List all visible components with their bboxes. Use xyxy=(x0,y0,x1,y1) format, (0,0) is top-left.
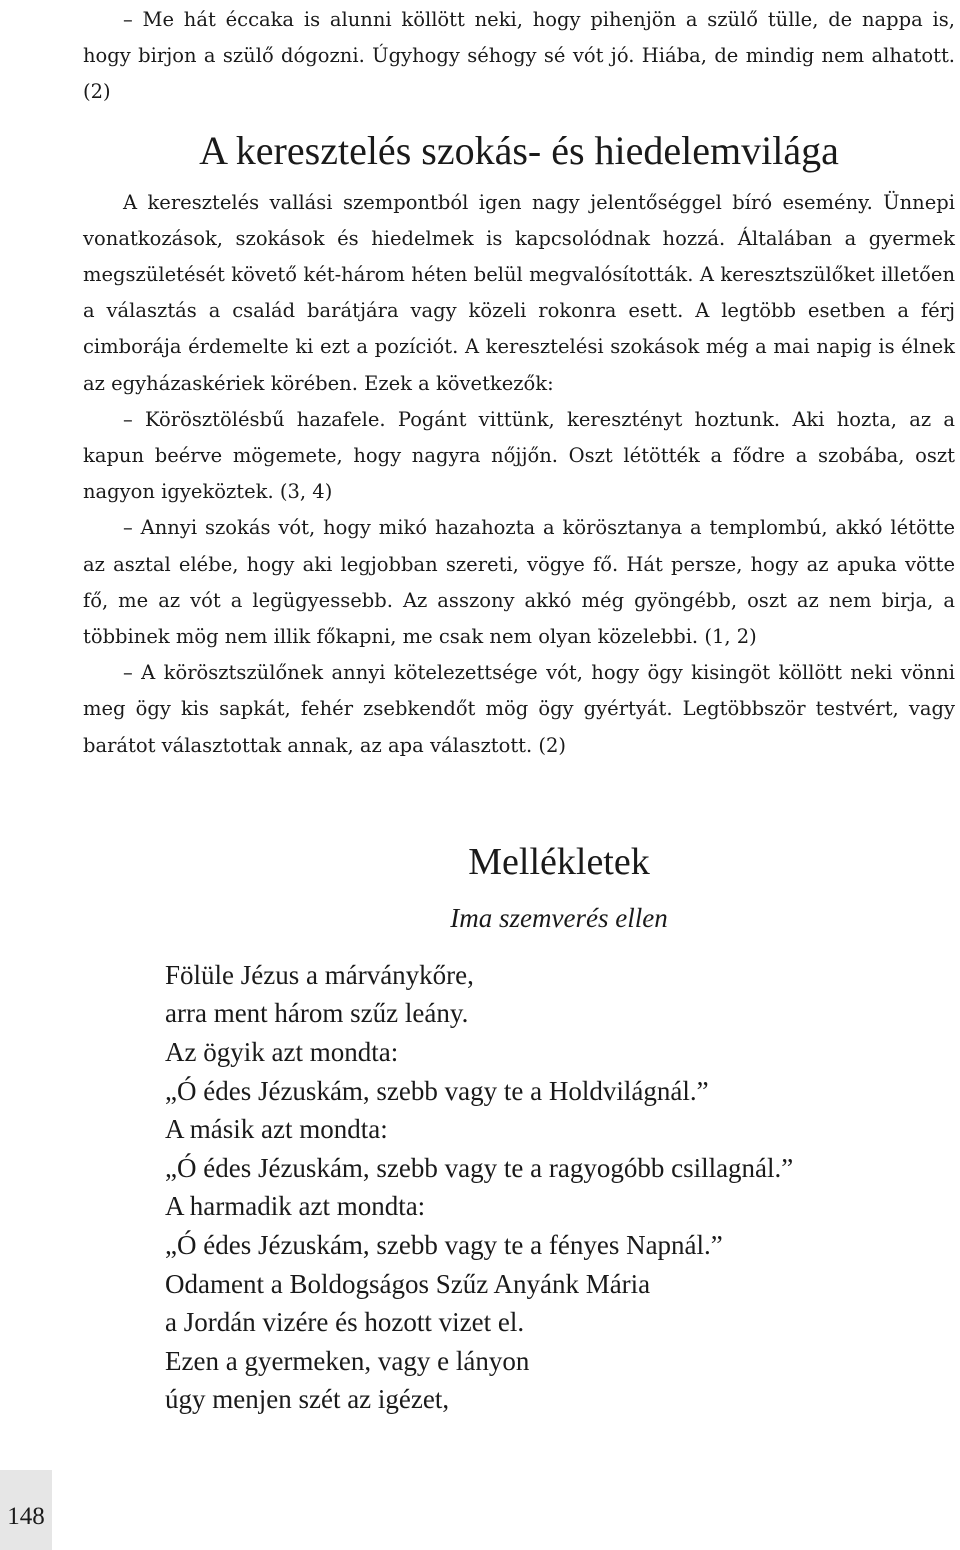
section-paragraph-4: – A körösztszülőnek annyi kötelezettsége vót, hogy ögy kisingöt köllött neki vönni meg ögy kis sapkát, fehér zsebkendőt mög ögy gyértyát. Legtöbbször testvért, vagy barátot választottak annak, az apa választott. (2) xyxy=(83,661,955,757)
page-number: 148 xyxy=(0,1470,52,1550)
poem-line: úgy menjen szét az igézet, xyxy=(165,1384,450,1415)
poem-line: „Ó édes Jézuskám, szebb vagy te a fényes Napnál.” xyxy=(165,1230,723,1261)
section-heading: A keresztelés szokás- és hiedelemvilága xyxy=(199,127,839,173)
section-paragraph-2: – Körösztölésbű hazafele. Pogánt vittünk, keresztényt hoztunk. Aki hozta, az a kapun beérve mögemete, hogy nagyra nőjjőn. Oszt létötték a fődre a szobába, oszt nagyon igyeköztek. (3, 4) xyxy=(83,407,955,504)
poem-title: Ima szemverés ellen xyxy=(450,902,668,933)
poem-line: Ezen a gyermeken, vagy e lányon xyxy=(165,1345,530,1376)
poem-line: Odament a Boldogságos Szűz Anyánk Mária xyxy=(165,1268,651,1299)
document-page xyxy=(83,0,955,1550)
poem-line: Fölüle Jézus a márványkőre, xyxy=(165,959,474,990)
section-paragraph-3: – Annyi szokás vót, hogy mikó hazahozta a körösztanya a templombú, akkó létötte az asztal elébe, hogy aki legjobban szereti, vögye fő. Hát persze, hogy az apuka vötte fő, me az vót a legügyessebb. Az asszony akkó még gyöngébb, oszt az nem birja, a többinek mög nem illik főkapni, me csak nem olyan közelebbi. (1, 2) xyxy=(83,516,955,649)
poem-line: Az ögyik azt mondta: xyxy=(165,1037,399,1068)
section-paragraph-1: A keresztelés vallási szempontból igen nagy jelentőséggel bíró esemény. Ünnepi vonatkozások, szokások és hiedelmek is kapcsolódnak hozzá. Általában a gyermek megszületését követő két-három héten belül megvalósították. A keresztszülőket illetően a választás a család barátjára vagy közeli rokonra esett. A legtöbb esetben a férj cimborája érdemelte ki ezt a pozíciót. A keresztelési szokások még a mai napig is élnek az egyházaskériek körében. Ezek a következők: xyxy=(83,190,955,395)
poem xyxy=(83,956,955,1419)
poem-line: A másik azt mondta: xyxy=(165,1114,388,1145)
intro-paragraph: – Me hát éccaka is alunni köllött neki, hogy pihenjön a szülő tülle, de nappa is, hogy birjon a szülő dógozni. Úgyhogy séhogy sé vót jó. Hiába, de mindig nem alhatott. (2) xyxy=(83,8,955,104)
poem-line: arra ment három szűz leány. xyxy=(165,998,469,1029)
poem-line: A harmadik azt mondta: xyxy=(165,1191,426,1222)
appendix-heading: Mellékletek xyxy=(468,840,650,883)
poem-line: a Jordán vizére és hozott vizet el. xyxy=(165,1307,525,1338)
poem-line: „Ó édes Jézuskám, szebb vagy te a Holdvilágnál.” xyxy=(165,1075,709,1106)
poem-line: „Ó édes Jézuskám, szebb vagy te a ragyogóbb csillagnál.” xyxy=(165,1152,794,1183)
